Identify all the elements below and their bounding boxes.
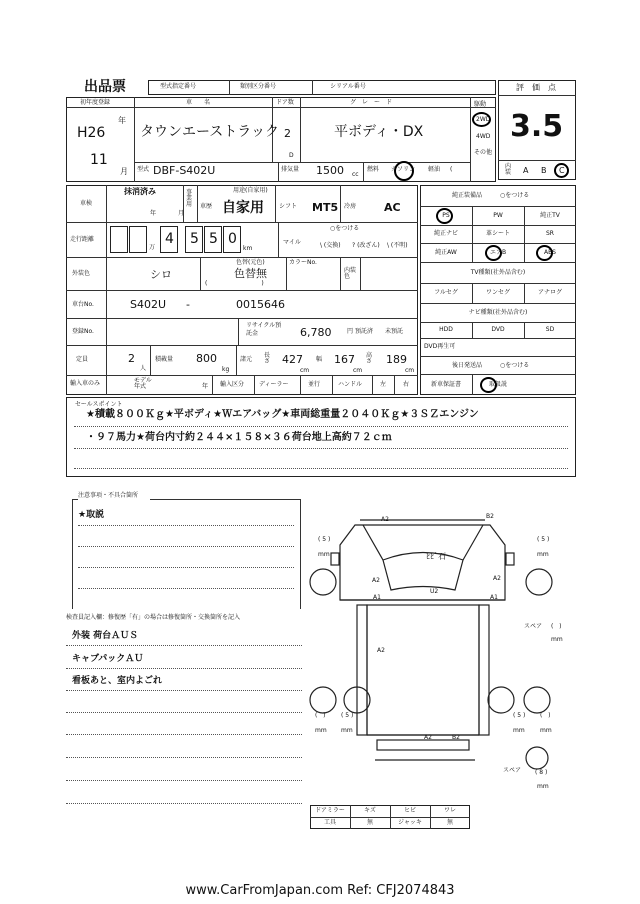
doors-label: ドア数 [276, 99, 294, 106]
legend-jack-value: 無 [446, 819, 453, 826]
purpose-label: 事業用 [186, 189, 193, 208]
legend-mirror: ドアミラー [315, 807, 345, 814]
equip-tv: 純正TV [540, 212, 560, 219]
serial-number-label: シリアル番号 [330, 83, 366, 90]
inspector-line-3: 看板あと、室内よごれ [72, 676, 163, 686]
tire-rear-right-outer [524, 687, 550, 713]
tire-front-left [310, 569, 336, 595]
drive-2wd-circle [472, 112, 491, 127]
mark-right-a1: A1 [490, 594, 498, 601]
recycle-yen: 円 [347, 328, 354, 335]
drive-label: 駆動 [474, 101, 487, 108]
spare-label-bottom: スペア [503, 767, 522, 774]
recycle-paid: 預託済 [355, 328, 374, 335]
history-label: 車歴 [200, 203, 213, 210]
drive-4wd: 4WD [476, 133, 491, 140]
tire-rear-left-outer [310, 687, 336, 713]
tread-rear-left-outer-mm: mm [315, 727, 327, 734]
import-label: 輸入車のみ [70, 380, 101, 387]
damage-diagram [305, 505, 585, 805]
height-value: 189 [386, 353, 407, 366]
handle-left: 左 [380, 381, 387, 388]
tv-analog: アナログ [537, 289, 562, 296]
footer-reference: www.CarFromJapan.com Ref: CFJ2074843 [185, 883, 455, 898]
form-title: 出品票 [84, 79, 126, 95]
dims-label: 諸元 [240, 356, 253, 363]
interior-grade-circle [554, 163, 569, 178]
mark-bed-side-a2: A2 [377, 647, 385, 654]
purpose-header: 用途(自家用) [233, 187, 268, 194]
ac-label: 冷房 [344, 203, 357, 210]
mileage-label: 走行距離 [70, 236, 95, 243]
history-value: 自家用 [222, 200, 264, 216]
later-warranty: 新車保証書 [430, 381, 461, 388]
tread-rear-right: ( 5 ) [513, 712, 526, 719]
chassis-dash: - [186, 298, 190, 311]
fuel-gasoline: ガソリン [391, 166, 416, 173]
equip-ps: PS [442, 212, 450, 219]
sales-points-line-1: ★積載８００Ｋｇ★平ボディ★Ｗエアバッグ★車両総重量２０４０Ｋｇ★３ＳＺエンジン [86, 409, 479, 420]
equip-abs-circle [536, 245, 553, 261]
equip-leather: 革シート [485, 230, 510, 237]
score-value: 3.5 [510, 109, 564, 144]
door-unit: D [289, 152, 294, 159]
spare-tire [526, 747, 548, 769]
header-codes-box [148, 80, 496, 95]
equip-aw: 純正AW [435, 249, 457, 256]
first-reg-month: 11 [90, 152, 108, 168]
capacity-label: 定員 [76, 356, 89, 363]
notes-entry: ★取説 [78, 510, 105, 520]
cab-outline [340, 525, 505, 600]
meter-circle-note: ○をつける [330, 225, 360, 232]
later-items-circle-note: ○をつける [500, 362, 530, 369]
spare-top-paren: ( ) [551, 623, 562, 630]
fuel-circle [394, 161, 414, 181]
vehicle-name-label: 車 名 [186, 99, 211, 106]
first-reg-label: 初年度登録 [80, 99, 111, 106]
equipment-title: 純正装備品 [452, 192, 483, 199]
legend-crack: ヒビ [403, 807, 416, 814]
dvd-playback: DVD再生可 [424, 343, 456, 350]
import-type-parallel: 並行 [308, 381, 321, 388]
model-year-unit: 年 [202, 383, 209, 390]
windshield [383, 553, 463, 591]
color-change-paren: ( ) [205, 280, 264, 287]
fuel-paren: ( [450, 166, 453, 173]
spare-top-mm: mm [551, 636, 563, 643]
month-unit: 月 [120, 167, 128, 176]
equip-navi: 純正ナビ [433, 230, 458, 237]
grade-value: 平ボディ・DX [334, 124, 424, 140]
tread-front-left-mm: mm [318, 551, 330, 558]
equipment-circle-note: ○をつける [500, 192, 530, 199]
grade-label: グ レ ー ド [350, 99, 393, 106]
mile-label: マイル [283, 239, 301, 246]
windshield-chip: ﾋﾋﾞ石 [426, 552, 446, 561]
mark-rear-a2: A2 [424, 734, 432, 741]
inspection-year: 年 [150, 210, 157, 217]
sales-points-line-2: ・９７馬力★荷台内寸約２４４×１５８×３６荷台地上高約７２ｃｍ [86, 432, 392, 443]
year-unit: 年 [118, 116, 126, 125]
spare-bottom-value: ( 8 ) [535, 769, 548, 776]
displacement-value: 1500 [316, 164, 344, 177]
tread-rear-left: ( 5 ) [341, 712, 354, 719]
inspector-line-1: 外装 荷台ＡＵＳ [72, 631, 139, 641]
width-label: 幅 [316, 356, 323, 363]
load-value: 800 [196, 352, 217, 365]
mileage-digit-6: 0 [228, 231, 237, 247]
interior-color-label: 内装色 [344, 267, 357, 280]
navi-hdd: HDD [439, 326, 453, 333]
tread-rear-right-mm: mm [513, 727, 525, 734]
tire-rear-right-inner [488, 687, 514, 713]
mark-rear-b2: B2 [452, 734, 460, 741]
equip-sr: SR [546, 230, 554, 237]
later-manual: 取扱説 [488, 381, 507, 388]
legend-tools: 工具 [323, 819, 336, 826]
inspection-value: 抹消済み [124, 187, 156, 196]
doors-value: 2 [284, 127, 291, 140]
tire-front-right [526, 569, 552, 595]
chassis-label: 車台No. [72, 301, 94, 308]
width-value: 167 [334, 353, 355, 366]
mark-front-a2: A2 [381, 516, 389, 523]
fuel-light-oil: 軽油 [428, 166, 441, 173]
navi-type-title: ナビ種類(社外品含む) [468, 309, 528, 316]
equip-airbag-circle [485, 245, 502, 261]
registration-label: 登録No. [72, 328, 94, 335]
exterior-color-value: シロ [150, 268, 172, 281]
mark-left-a2: A2 [372, 577, 380, 584]
later-items-title: 後日発送品 [452, 362, 483, 369]
import-type-label: 輸入区分 [220, 381, 245, 388]
category-number-label: 類別区分番号 [240, 83, 277, 90]
handle-label: ハンドル [338, 381, 363, 388]
load-label: 積載量 [155, 356, 174, 363]
legend-scratch: キズ [364, 807, 376, 814]
ac-value: AC [384, 201, 401, 214]
equip-abs: ABS [544, 249, 556, 256]
tread-rear-left-mm: mm [341, 727, 353, 734]
handle-right: 右 [403, 381, 410, 388]
capacity-unit: 人 [140, 365, 147, 372]
shift-value: MT5 [312, 201, 339, 214]
model-value: DBF-S402U [153, 164, 216, 177]
legend-break: ワレ [443, 807, 456, 814]
length-value: 427 [282, 353, 303, 366]
tread-rear-left-outer: ( ) [315, 712, 326, 719]
tread-rear-right-outer-mm: mm [540, 727, 552, 734]
mileage-digit-4: 5 [190, 231, 199, 247]
exterior-color-label: 外装色 [72, 270, 91, 277]
meter-tampered: ? (改ざん) [352, 242, 380, 249]
model-label: 型式 [137, 166, 150, 173]
spare-bottom-mm: mm [537, 783, 549, 790]
mark-right-a2: A2 [493, 575, 501, 582]
sales-points-label: セールスポイント [75, 401, 123, 408]
height-label: 高さ [366, 352, 373, 365]
km-unit: km [243, 245, 253, 252]
mileage-digit-boxes [110, 226, 260, 253]
legend-jack: ジャッキ [398, 819, 422, 826]
height-unit: cm [405, 367, 415, 374]
tread-front-right: ( 5 ) [537, 536, 550, 543]
recycle-value: 6,780 [300, 326, 332, 339]
inspector-label: 検査員記入欄：修復歴「有」の場合は修復箇所・交換箇所を記入 [66, 614, 241, 621]
cargo-bed [367, 605, 479, 735]
fuel-label: 燃料 [367, 166, 380, 173]
navi-sd: SD [545, 326, 555, 333]
mark-left-a1: A1 [373, 594, 381, 601]
equip-pw: PW [493, 212, 503, 219]
drive-other: その他 [474, 149, 493, 156]
capacity-value: 2 [128, 352, 135, 365]
interior-label: 内装 [505, 163, 512, 176]
color-no-label: カラーNo. [289, 259, 317, 266]
meter-unknown: \ (不明) [387, 242, 408, 249]
width-unit: cm [353, 367, 363, 374]
tread-front-left: ( 5 ) [318, 536, 331, 543]
length-unit: cm [300, 367, 310, 374]
orig-color-label: 色替(元色) [236, 259, 265, 266]
import-type-dealer: ディーラー [259, 381, 289, 388]
tread-front-right-mm: mm [537, 551, 549, 558]
recycle-unpaid: 未預託 [385, 328, 404, 335]
tread-rear-right-outer: ( ) [540, 712, 551, 719]
load-unit: kg [222, 366, 230, 373]
mark-front-b2: B2 [486, 513, 494, 520]
interior-grade-c: C [559, 166, 565, 175]
mark-bed-u2: U2 [430, 588, 439, 595]
displacement-label: 排気量 [281, 166, 300, 173]
first-reg-year: H26 [77, 125, 106, 141]
meter-exchanged: \ (交換) [320, 242, 341, 249]
tv-type-title: TV種類(社外品含む) [470, 269, 526, 276]
interior-grade-a: A [523, 166, 529, 175]
shift-label: シフト [279, 203, 298, 210]
score-label: 評 価 点 [516, 83, 556, 92]
legend-tools-value: 無 [366, 819, 373, 826]
chassis-number: 0015646 [236, 298, 285, 311]
navi-dvd: DVD [491, 326, 505, 333]
length-label: 長さ [264, 352, 271, 365]
model-year-label: モデル年式 [134, 377, 152, 390]
type-designation-label: 型式指定番号 [160, 83, 197, 90]
equip-ps-circle [436, 208, 453, 224]
recycle-label: リサイクル預託金 [246, 322, 282, 337]
inspector-line-2: キャブパックＡＵ [72, 654, 144, 664]
drive-2wd: 2WD [476, 116, 491, 123]
notes-label: 注意事項・不具合箇所 [78, 492, 139, 499]
tv-oneseg: ワンセグ [485, 289, 510, 296]
later-manual-circle [480, 377, 497, 393]
mileage-man-unit: 万 [149, 244, 156, 251]
tv-fullseg: フルセグ [434, 289, 458, 296]
inspection-label: 車検 [80, 200, 93, 207]
interior-grade-b: B [541, 166, 547, 175]
equip-airbag: エアB [489, 249, 507, 256]
mileage-digit-3: 4 [165, 231, 174, 247]
spare-label-top: スペア [524, 623, 543, 630]
mileage-digit-5: 5 [209, 231, 218, 247]
cc-unit: cc [352, 171, 359, 178]
color-change-value: 色替無 [234, 267, 267, 280]
vehicle-name: タウンエーストラック [140, 124, 280, 140]
inspection-month: 月 [178, 210, 185, 217]
chassis-model: S402U [130, 298, 167, 311]
